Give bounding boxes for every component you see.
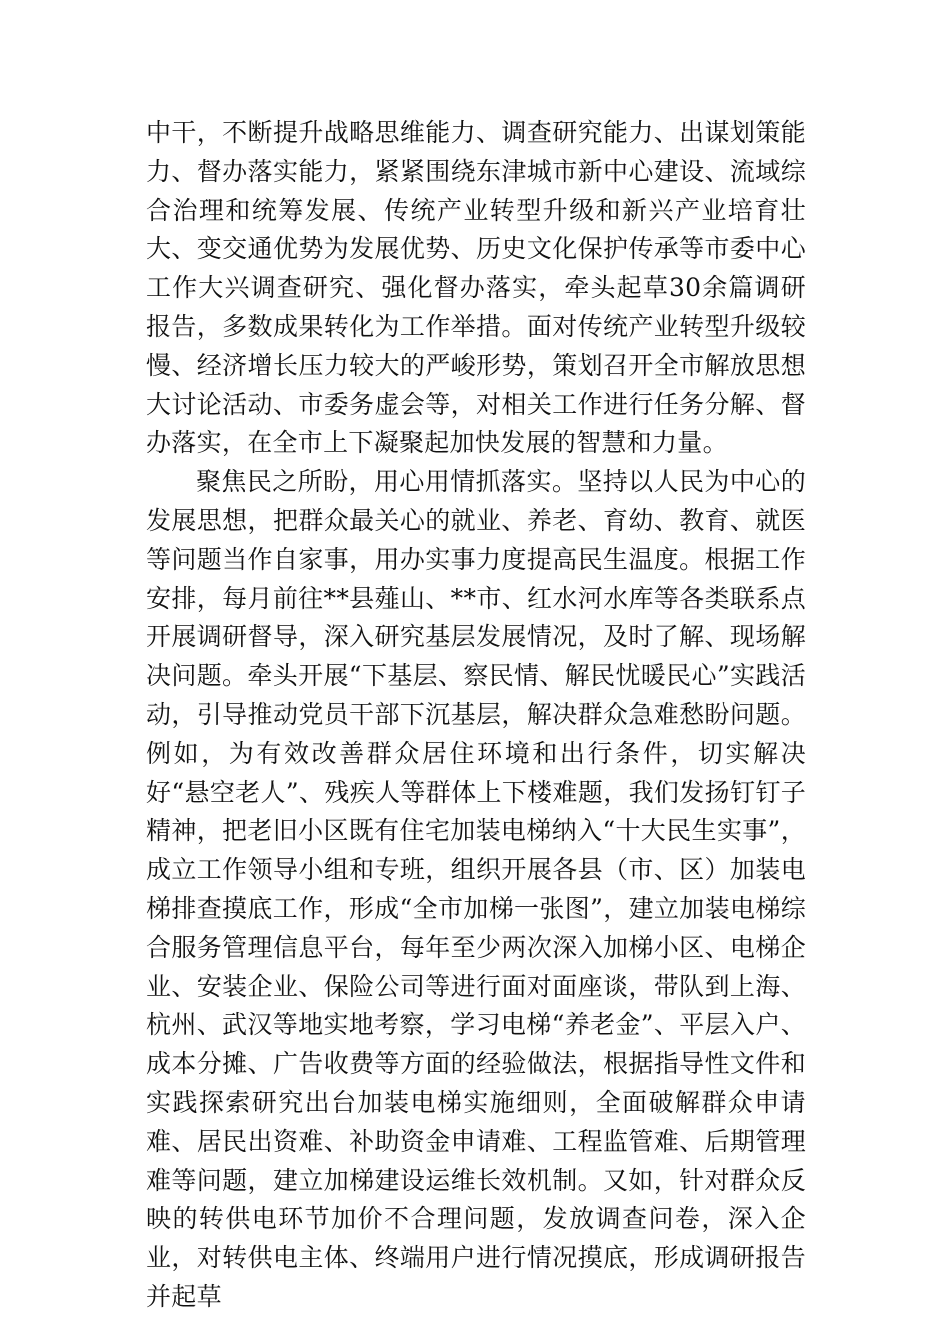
paragraph-continued: 中干，不断提升战略思维能力、调查研究能力、出谋划策能力、督办落实能力，紧紧围绕东津城市新中心建设、流域综合治理和统筹发展、传统产业转型升级和新兴产业培育壮大、变交通优势为发展优势、历史文化保护传承等市委中心工作大兴调查研究、强化督办落实，牵头起草30余篇调研报告，多数成果转化为工作举措。面对传统产业转型升级较慢、经济增长压力较大的严峻形势，策划召开全市解放思想大讨论活动、市委务虚会等，对相关工作进行任务分解、督办落实，在全市上下凝聚起加快发展的智慧和力量。 — [146, 118, 806, 458]
document-page — [146, 114, 806, 1317]
paragraph-livelihood: 聚焦民之所盼，用心用情抓落实。坚持以人民为中心的发展思想，把群众最关心的就业、养老、育幼、教育、就医等问题当作自家事，用办实事力度提高民生温度。根据工作安排，每月前往**县薤山、**市、红水河水库等各类联系点开展调研督导，深入研究基层发展情况，及时了解、现场解决问题。牵头开展“下基层、察民情、解民忧暖民心”实践活动，引导推动党员干部下沉基层，解决群众急难愁盼问题。例如，为有效改善群众居住环境和出行条件，切实解决好“悬空老人”、残疾人等群体上下楼难题，我们发扬钉钉子精神，把老旧小区既有住宅加装电梯纳入“十大民生实事”，成立工作领导小组和专班，组织开展各县（市、区）加装电梯排查摸底工作，形成“全市加梯一张图”，建立加装电梯综合服务管理信息平台，每年至少两次深入加梯小区、电梯企业、安装企业、保险公司等进行面对面座谈，带队到上海、杭州、武汉等地实地考察，学习电梯“养老金”、平层入户、成本分摊、广告收费等方面的经验做法，根据指导性文件和实践探索研究出台加装电梯实施细则，全面破解群众申请难、居民出资难、补助资金申请难、工程监管难、后期管理难等问题，建立加梯建设运维长效机制。又如，针对群众反映的转供电环节加价不合理问题，发放调查问卷，深入企业，对转供电主体、终端用户进行情况摸底，形成调研报告并起草 — [146, 467, 806, 1311]
